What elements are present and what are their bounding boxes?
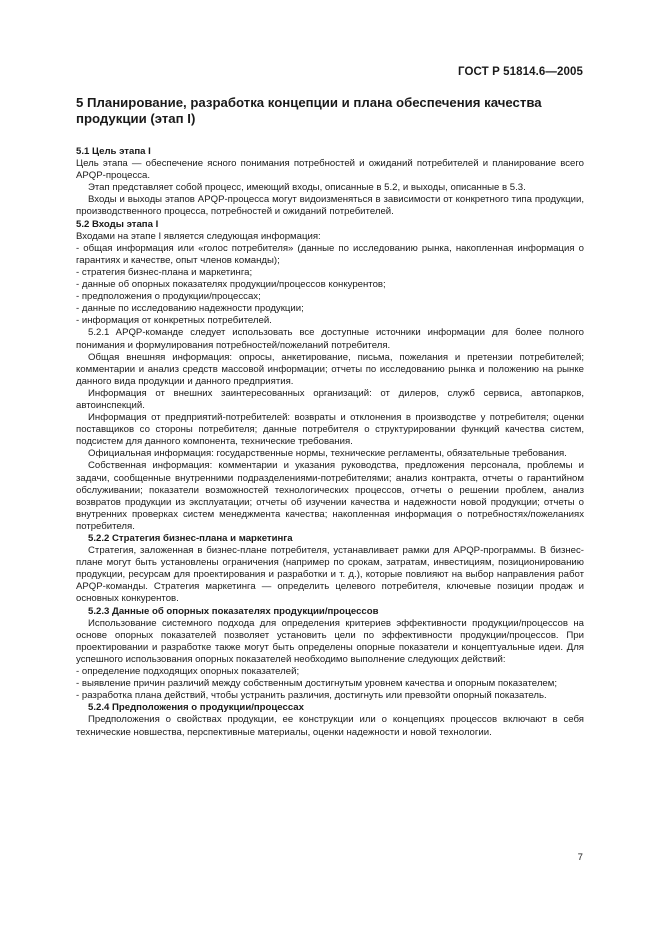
- paragraph-official-info: Официальная информация: государственные нормы, технические регламенты, обязательные требования.: [88, 448, 567, 460]
- subsection-5-2-2-title: 5.2.2 Стратегия бизнес-плана и маркетинга: [88, 533, 293, 544]
- subsection-5-2-3-title: 5.2.3 Данные об опорных показателях продукции/процессов: [88, 605, 379, 617]
- list-item: - общая информация или «голос потребителя» (данные по исследованию рынка, накопленная информация о гарантиях и качестве, опыт членов команды);: [76, 242, 584, 266]
- page-number: 7: [577, 852, 583, 863]
- list-item: - разработка плана действий, чтобы устранить различия, достигнуть или превзойти опорный показатель.: [76, 690, 547, 702]
- subsection-5-1-title: [76, 146, 584, 158]
- paragraph-stakeholder-info: Информация от внешних заинтересованных организаций: от дилеров, служб сервиса, автопарков, автоинспекций.: [76, 387, 584, 411]
- paragraph-5-1-3: Входы и выходы этапов APQP-процесса могут видоизменяться в зависимости от конкретного типа продукции, производственного процесса, потребностей и ожиданий потребителей.: [76, 194, 584, 218]
- subsection-5-2-4-title: 5.2.4 Предположения о продукции/процессах: [88, 702, 304, 714]
- standard-header: ГОСТ Р 51814.6—2005: [458, 66, 583, 78]
- paragraph-5-2-2: Стратегия, заложенная в бизнес-плане потребителя, устанавливает рамки для APQP-программы. В бизнес-плане могут быть установлены ограничения (например по срокам, затратам, инвестициям, позиционированию продукции, ресурсам для проектирования и разработки и т. д.), которые повлияют на выбор направления работ APQP-команды. Стратегия маркетинга — определить целевого потребителя, ключевые позиции продаж и основных конкурентов.: [76, 545, 584, 605]
- paragraph-5-1-2: Этап представляет собой процесс, имеющий входы, описанные в 5.2, и выходы, описанные в 5.3.: [88, 182, 526, 194]
- list-item: - данные об опорных показателях продукции/процессов конкурентов;: [76, 279, 386, 291]
- list-item: - определение подходящих опорных показателей;: [76, 666, 300, 678]
- list-item: - информация от конкретных потребителей.: [76, 315, 272, 327]
- list-item: - стратегия бизнес-плана и маркетинга;: [76, 266, 253, 278]
- paragraph-5-1-1: Цель этапа — обеспечение ясного понимания потребностей и ожиданий потребителей и планирование всего APQP-процесса.: [76, 158, 584, 182]
- subsection-5-2-title: 5.2 Входы этапа I: [76, 218, 159, 230]
- section-5-title: 5 Планирование, разработка концепции и плана обеспечения качества продукции (этап I): [76, 95, 542, 126]
- paragraph-5-2-4: Предположения о свойствах продукции, ее конструкции или о концепциях процессов включают в себя технические новшества, перспективные материалы, оценки надежности и новой технологии.: [76, 714, 584, 738]
- page-content: [76, 95, 584, 739]
- paragraph-external-info: Общая внешняя информация: опросы, анкетирование, письма, пожелания и претензии потребителей; комментарии и анализ средств массовой информации; отчеты по исследованию рынка и положению на рынке данного вида продукции и данного предприятия.: [76, 351, 584, 387]
- list-item: - данные по исследованию надежности продукции;: [76, 303, 304, 315]
- list-item: - выявление причин различий между собственным достигнутым уровнем качества и опорным показателем;: [76, 678, 558, 690]
- paragraph-5-2-1: 5.2.1 APQP-команде следует использовать все доступные источники информации для более полного понимания и формулирования потребностей/пожеланий потребителя.: [76, 327, 584, 351]
- paragraph-5-2-3: Использование системного подхода для определения критериев эффективности продукции/процессов на основе опорных показателей позволяет установить цели по эффективности продукции/процессов. При проектировании и разработке также могут быть определены опорные показатели и концептуальные идеи. Для успешного использования опорных показателей необходимо выполнение следующих действий:: [76, 617, 584, 665]
- subsection-5-1-title-text: 5.1 Цель этапа I: [76, 146, 151, 157]
- list-item: - предположения о продукции/процессах;: [76, 291, 261, 303]
- paragraph-customer-enterprise-info: Информация от предприятий-потребителей: возвраты и отклонения в производстве у потребителя; оценки поставщиков со стороны потребителя; данные потребителя о структурировании функций качества систем, подсистем для данного компонента, технические требования.: [76, 412, 584, 448]
- paragraph-5-2-intro: Входами на этапе I является следующая информация:: [76, 230, 321, 242]
- paragraph-internal-info: Собственная информация: комментарии и указания руководства, предложения персонала, проблемы и задачи, сообщенные внутренними подразделениями-потребителями; анализ контракта, отчеты о гарантийном обслуживании; показатели возможностей технологических процессов, отчеты о решении проблем, анализ возвратов продукции из эксплуатации; отчеты об изучении качества и надежности новой продукции; отчеты о внутренних проверках систем менеджмента качества; накопленная информация о потребностях/пожеланиях потребителя.: [76, 460, 584, 532]
